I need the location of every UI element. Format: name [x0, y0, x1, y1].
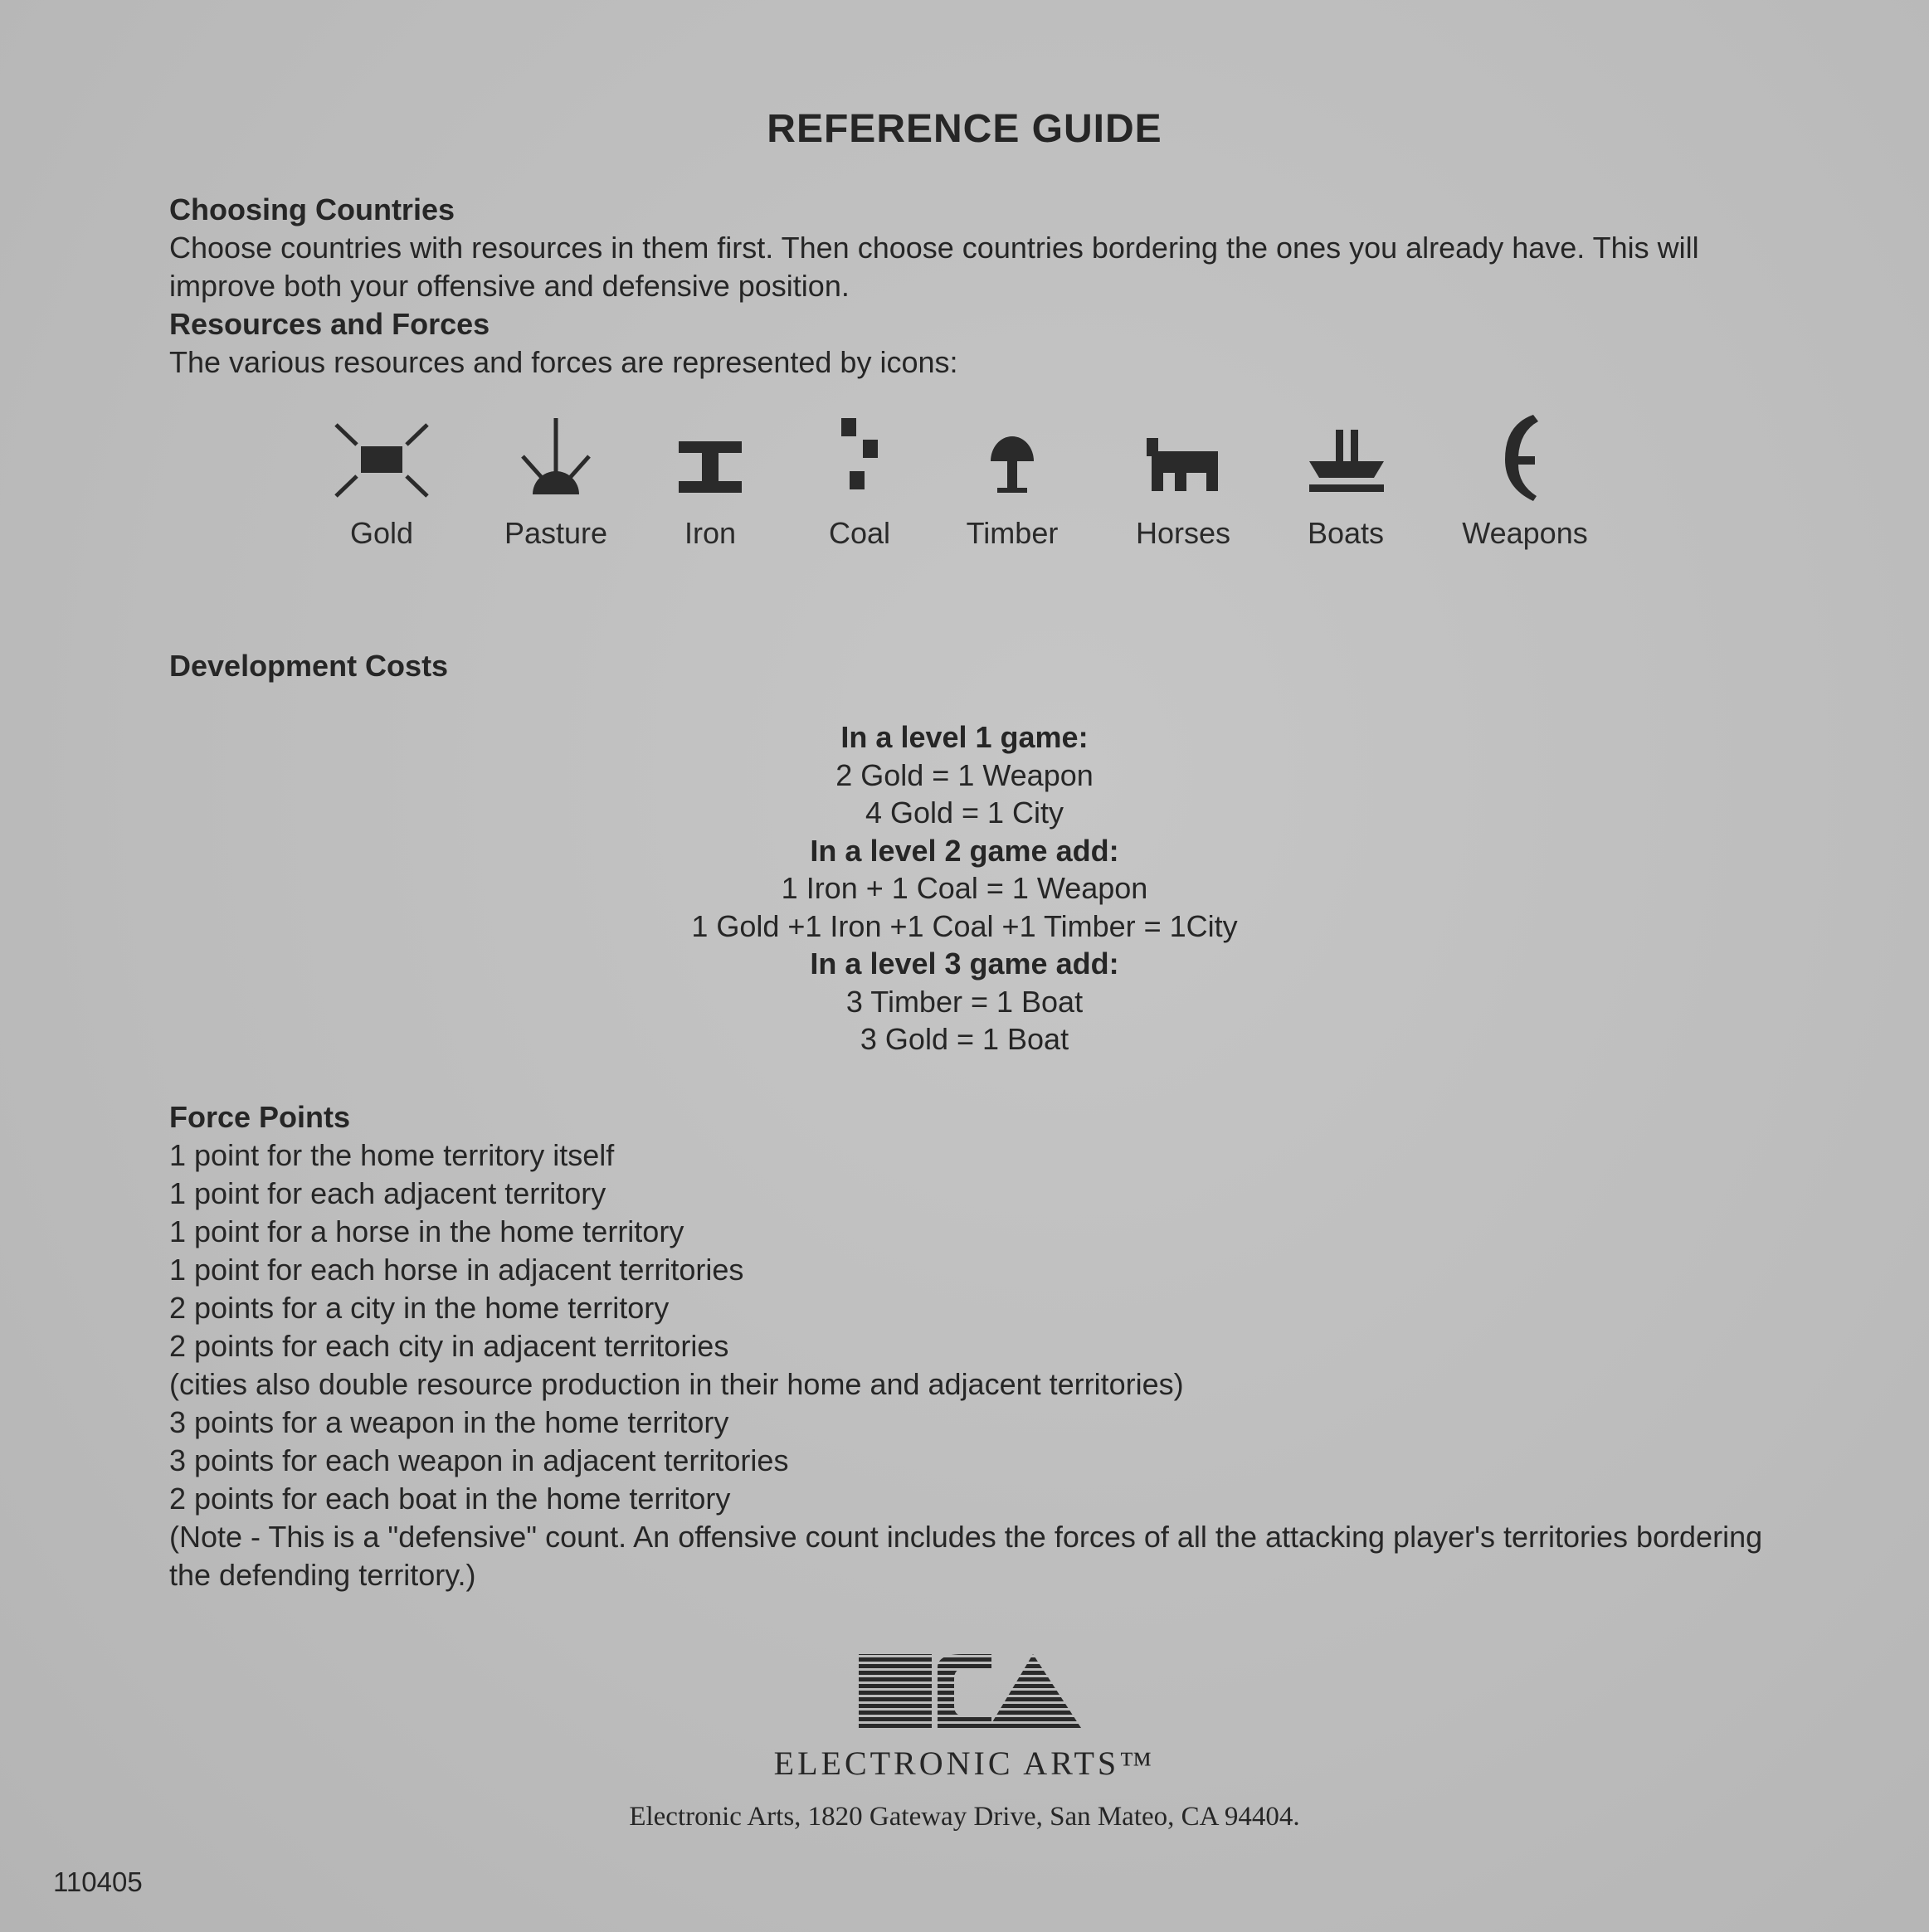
level-1-heading: In a level 1 game: — [840, 720, 1089, 754]
company-address: Electronic Arts, 1820 Gateway Drive, San Mateo, CA 94404. — [629, 1802, 1300, 1832]
resource-weapons — [1450, 415, 1600, 551]
force-line: 3 points for each weapon in adjacent territories — [169, 1443, 789, 1477]
resource-label: Iron — [684, 516, 737, 550]
resource-label: Timber — [966, 516, 1059, 550]
cost-line: 3 Gold = 1 Boat — [860, 1022, 1069, 1056]
force-line: (Note - This is a "defensive" count. An offensive count includes the forces of all the attacking player's territories bordering the defending territory.) — [169, 1520, 1763, 1592]
cost-line: 1 Gold +1 Iron +1 Coal +1 Timber = 1City — [691, 908, 1238, 943]
iron-icon — [652, 415, 768, 506]
choosing-countries-heading: Choosing Countries — [169, 192, 455, 226]
document-code: 110405 — [53, 1866, 143, 1897]
level-2-heading: In a level 2 game add: — [810, 833, 1119, 868]
timber-icon — [954, 415, 1070, 506]
boats-icon — [1288, 415, 1404, 506]
force-points-section — [169, 1098, 1771, 1594]
resource-label: Weapons — [1462, 516, 1588, 550]
force-line: 2 points for each city in adjacent territories — [169, 1329, 729, 1363]
ea-logo-icon — [855, 1651, 1087, 1734]
force-line: 2 points for each boat in the home territory — [169, 1482, 731, 1516]
force-line: 1 point for each horse in adjacent territories — [169, 1253, 744, 1287]
resources-forces-heading: Resources and Forces — [169, 307, 490, 341]
resource-timber — [938, 415, 1087, 551]
page-title: REFERENCE GUIDE — [767, 107, 1162, 151]
cost-line: 2 Gold = 1 Weapon — [835, 757, 1094, 792]
resource-label: Boats — [1307, 516, 1385, 550]
resource-horses — [1108, 415, 1258, 551]
force-line: 1 point for a horse in the home territory — [169, 1214, 684, 1248]
company-name: ELECTRONIC ARTS™ — [773, 1745, 1156, 1782]
resource-icon-row — [307, 415, 1618, 581]
resource-pasture — [481, 415, 631, 551]
resource-label: Horses — [1135, 516, 1231, 550]
force-line: (cities also double resource production in their home and adjacent territories) — [169, 1367, 1184, 1401]
development-costs-heading: Development Costs — [169, 649, 449, 683]
coal-icon — [801, 415, 918, 506]
cost-line: 3 Timber = 1 Boat — [845, 984, 1084, 1019]
resources-forces-section — [169, 305, 1771, 382]
weapons-icon — [1467, 415, 1583, 506]
resource-boats — [1271, 415, 1420, 551]
development-costs-list — [0, 718, 1929, 1058]
ea-logo — [855, 1651, 1087, 1738]
resource-label: Coal — [828, 516, 891, 550]
cost-line: 1 Iron + 1 Coal = 1 Weapon — [781, 871, 1148, 905]
horses-icon — [1125, 415, 1241, 506]
resources-forces-text: The various resources and forces are represented by icons: — [169, 345, 958, 379]
force-points-heading: Force Points — [169, 1100, 351, 1134]
resource-iron — [636, 415, 785, 551]
pasture-icon — [498, 415, 614, 506]
choosing-countries-text: Choose countries with resources in them first. Then choose countries bordering the ones you already have. This will improve both your offensive and defensive position. — [169, 231, 1699, 303]
force-line: 1 point for the home territory itself — [169, 1138, 615, 1172]
resource-label: Pasture — [504, 516, 608, 550]
choosing-countries-section — [169, 191, 1771, 305]
development-costs-section — [169, 647, 1771, 685]
force-line: 3 points for a weapon in the home territory — [169, 1405, 729, 1439]
resource-label: Gold — [349, 516, 414, 550]
cost-line: 4 Gold = 1 City — [865, 796, 1064, 830]
level-3-heading: In a level 3 game add: — [810, 947, 1119, 981]
resource-coal — [785, 415, 934, 551]
resource-gold — [307, 415, 456, 551]
force-line: 1 point for each adjacent territory — [169, 1176, 606, 1210]
force-line: 2 points for a city in the home territory — [169, 1291, 670, 1325]
gold-icon — [324, 415, 440, 506]
